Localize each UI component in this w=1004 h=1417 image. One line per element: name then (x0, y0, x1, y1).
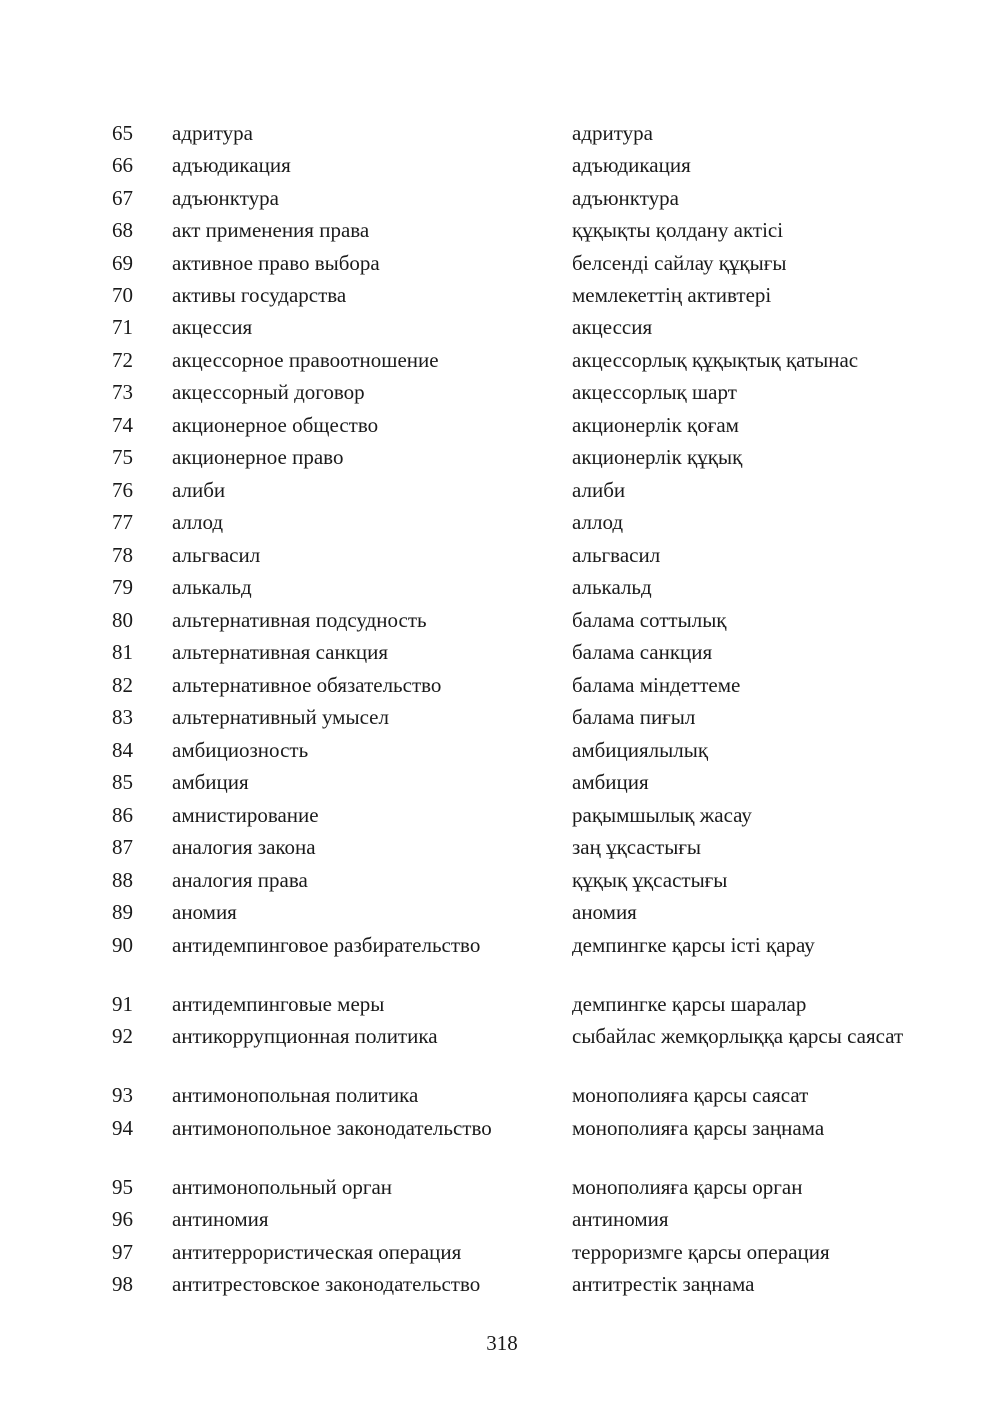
kazakh-term: демпингке қарсы шаралар (572, 992, 807, 1016)
entry-number: 94 (112, 1116, 133, 1140)
entry-number: 97 (112, 1240, 133, 1264)
kazakh-term: құқықты қолдану актісі (572, 218, 784, 242)
russian-term: акцессия (172, 315, 253, 339)
kazakh-term: алькальд (572, 575, 652, 599)
entry-number: 77 (112, 510, 133, 534)
russian-term: акционерное право (172, 445, 344, 469)
entry-number: 93 (112, 1083, 133, 1107)
kazakh-term: антитрестік заңнама (572, 1272, 755, 1296)
russian-term: амнистирование (172, 803, 319, 827)
kazakh-term: альгвасил (572, 543, 661, 567)
entry-number: 65 (112, 121, 133, 145)
kazakh-term: амбициялылық (572, 738, 709, 762)
entry-number: 80 (112, 608, 133, 632)
kazakh-term: адъюнктура (572, 186, 679, 210)
russian-term: амбиция (172, 770, 249, 794)
entry-number: 87 (112, 835, 133, 859)
russian-term: алиби (172, 478, 226, 502)
kazakh-term: алиби (572, 478, 626, 502)
entry-number: 78 (112, 543, 133, 567)
kazakh-term: акцессия (572, 315, 653, 339)
russian-term: антимонопольная политика (172, 1083, 419, 1107)
russian-term: антиномия (172, 1207, 269, 1231)
russian-term: альгвасил (172, 543, 261, 567)
russian-term: аналогия закона (172, 835, 316, 859)
kazakh-term: мемлекеттің активтері (572, 283, 772, 307)
russian-term: альтернативное обязательство (172, 673, 442, 697)
kazakh-term: антиномия (572, 1207, 669, 1231)
russian-term: аллод (172, 510, 224, 534)
entry-number: 85 (112, 770, 133, 794)
entry-number: 95 (112, 1175, 133, 1199)
kazakh-term: балама міндеттеме (572, 673, 741, 697)
page-number: 318 (486, 1331, 518, 1355)
kazakh-term: акционерлік қоғам (572, 413, 739, 437)
russian-term: адъюнктура (172, 186, 279, 210)
russian-term: активное право выбора (172, 251, 380, 275)
entry-number: 71 (112, 315, 133, 339)
entry-number: 69 (112, 251, 133, 275)
entry-number: 82 (112, 673, 133, 697)
entry-number: 79 (112, 575, 133, 599)
entry-number: 72 (112, 348, 133, 372)
kazakh-term: амбиция (572, 770, 649, 794)
russian-term: акт применения права (172, 218, 370, 242)
kazakh-term: монополияға қарсы заңнама (572, 1116, 825, 1140)
kazakh-term: акцессорлық құқықтық қатынас (572, 348, 859, 372)
entry-number: 73 (112, 380, 133, 404)
kazakh-term: заң ұқсастығы (572, 835, 702, 859)
entry-number: 89 (112, 900, 133, 924)
russian-term: акцессорный договор (172, 380, 365, 404)
kazakh-term: балама соттылық (572, 608, 727, 632)
entry-number: 96 (112, 1207, 133, 1231)
entry-number: 70 (112, 283, 133, 307)
kazakh-term: белсенді сайлау құқығы (572, 251, 787, 275)
kazakh-term: адритура (572, 121, 653, 145)
russian-term: активы государства (172, 283, 347, 307)
kazakh-term: монополияға қарсы орган (572, 1175, 803, 1199)
kazakh-term: адъюдикация (572, 153, 691, 177)
russian-term: антитеррористическая операция (172, 1240, 462, 1264)
russian-term: адъюдикация (172, 153, 291, 177)
russian-term: альтернативный умысел (172, 705, 389, 729)
entry-number: 66 (112, 153, 133, 177)
kazakh-term: акционерлік құқық (572, 445, 743, 469)
entry-number: 90 (112, 933, 133, 957)
kazakh-term: құқық ұқсастығы (572, 868, 728, 892)
russian-term: антитрестовское законодательство (172, 1272, 481, 1296)
russian-term: альтернативная санкция (172, 640, 389, 664)
entry-number: 92 (112, 1024, 133, 1048)
russian-term: акцессорное правоотношение (172, 348, 439, 372)
kazakh-term: балама санкция (572, 640, 713, 664)
entry-number: 68 (112, 218, 133, 242)
russian-term: адритура (172, 121, 253, 145)
entry-number: 83 (112, 705, 133, 729)
entry-number: 84 (112, 738, 133, 762)
kazakh-term: акцессорлық шарт (572, 380, 737, 404)
entry-number: 86 (112, 803, 133, 827)
kazakh-term: аллод (572, 510, 624, 534)
entry-number: 98 (112, 1272, 133, 1296)
kazakh-term: балама пиғыл (572, 705, 696, 729)
russian-term: альтернативная подсудность (172, 608, 427, 632)
russian-term: аналогия права (172, 868, 308, 892)
russian-term: акционерное общество (172, 413, 379, 437)
kazakh-term: терроризмге қарсы операция (572, 1240, 830, 1264)
entry-number: 88 (112, 868, 133, 892)
russian-term: антимонопольное законодательство (172, 1116, 492, 1140)
russian-term: антидемпинговое разбирательство (172, 933, 481, 957)
russian-term: алькальд (172, 575, 252, 599)
russian-term: аномия (172, 900, 237, 924)
entry-number: 76 (112, 478, 133, 502)
kazakh-term: демпингке қарсы істі қарау (572, 933, 815, 957)
russian-term: антимонопольный орган (172, 1175, 393, 1199)
entry-number: 75 (112, 445, 133, 469)
russian-term: амбициозность (172, 738, 309, 762)
russian-term: антидемпинговые меры (172, 992, 385, 1016)
kazakh-term: аномия (572, 900, 637, 924)
entry-number: 74 (112, 413, 133, 437)
entry-number: 67 (112, 186, 133, 210)
entry-number: 91 (112, 992, 133, 1016)
kazakh-term: монополияға қарсы саясат (572, 1083, 809, 1107)
kazakh-term: сыбайлас жемқорлыққа қарсы саясат (572, 1024, 904, 1048)
kazakh-term: рақымшылық жасау (572, 803, 752, 827)
entry-number: 81 (112, 640, 133, 664)
russian-term: антикоррупционная политика (172, 1024, 438, 1048)
